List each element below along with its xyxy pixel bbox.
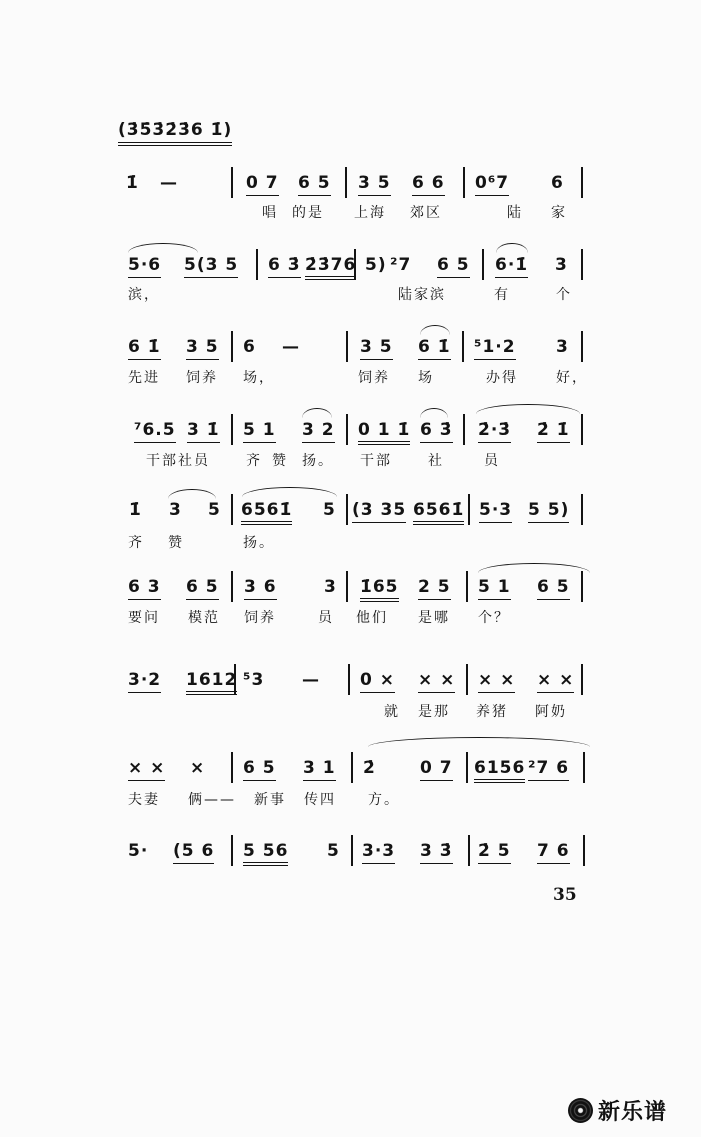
score-line-6	[0, 576, 701, 606]
lyric: 他们	[356, 610, 388, 626]
note-group: 3	[556, 337, 569, 357]
barline	[466, 571, 468, 602]
note-group: 3 1	[303, 757, 336, 781]
barline	[348, 664, 350, 695]
barline	[346, 414, 348, 445]
note-group: 6	[243, 337, 256, 357]
note-group: ⁷6.5	[134, 419, 176, 443]
note-group: × ×	[537, 669, 574, 693]
lyric: 社	[428, 453, 444, 469]
lyric: 上海	[354, 205, 386, 221]
note-group: 5	[327, 841, 340, 861]
note-group: 6 5	[437, 254, 470, 278]
note-group: 0 7	[246, 172, 279, 196]
score-line-4	[0, 419, 701, 449]
note-group: 3 1̇	[187, 419, 220, 443]
note-group: 3	[169, 500, 182, 520]
slur	[368, 737, 590, 747]
lyric: 是那	[418, 704, 450, 720]
lyric: 饲养	[186, 370, 218, 386]
lyric: 要问	[128, 610, 160, 626]
barline	[581, 167, 583, 198]
note-group: 6 3	[128, 576, 161, 600]
note-group: 6 6	[412, 172, 445, 196]
lyric: 饲养	[358, 370, 390, 386]
note-group: 2̇	[363, 758, 376, 778]
note-group: 1612	[186, 669, 237, 695]
score-line-7	[0, 669, 701, 699]
note-group: 5·3	[479, 499, 512, 523]
barline	[351, 752, 353, 783]
slur	[478, 563, 590, 573]
note-group: × ×	[128, 757, 165, 781]
lyrics-line-5	[0, 534, 701, 554]
score-line-3	[0, 336, 701, 366]
barline	[581, 571, 583, 602]
note-group: 1̇65	[360, 576, 399, 602]
slur	[168, 489, 216, 499]
lyric: 齐	[128, 535, 144, 551]
lyric: 夫妻	[128, 792, 160, 808]
note-group: 5·6	[128, 254, 161, 278]
slur	[128, 243, 198, 253]
lyric: 方。	[368, 792, 400, 808]
note-group: —	[160, 173, 178, 193]
note-group: —	[302, 670, 320, 690]
barline	[345, 167, 347, 198]
lyric: 俩——	[188, 792, 236, 808]
barline	[482, 249, 484, 280]
slur	[476, 404, 580, 414]
lyric: 阿奶	[535, 704, 567, 720]
note-group: 5·	[128, 841, 149, 861]
note-group: 2̇·3̇	[478, 419, 511, 443]
barline	[463, 167, 465, 198]
barline	[231, 752, 233, 783]
barline	[462, 331, 464, 362]
barline	[231, 167, 233, 198]
lyric: 个	[556, 287, 572, 303]
lyrics-line-7	[0, 703, 701, 723]
note-group: 5 56	[243, 840, 288, 866]
lyric: 家	[551, 205, 567, 221]
logo-text: 新乐谱	[598, 1099, 668, 1125]
barline	[463, 414, 465, 445]
barline	[346, 331, 348, 362]
note-group: 2 5	[418, 576, 451, 600]
slur	[420, 408, 448, 418]
watermark-logo	[568, 1095, 667, 1125]
slur	[420, 325, 450, 335]
barline	[468, 835, 470, 866]
lyrics-line-1	[0, 204, 701, 224]
note-group: 6	[551, 173, 564, 193]
lyric: 场，	[243, 370, 275, 386]
lyric: 好，	[556, 370, 588, 386]
note-group: 3	[324, 577, 337, 597]
note-group: 6·1̇	[495, 254, 528, 278]
lyric: 干部	[360, 453, 392, 469]
barline	[256, 249, 258, 280]
barline	[583, 752, 585, 783]
note-group: 6561̇	[241, 499, 292, 525]
lyric: 的是	[292, 205, 324, 221]
note-group: —	[282, 337, 300, 357]
page-number: 35	[553, 885, 577, 905]
note-group: 5 5)	[528, 499, 569, 523]
lyric: 先进	[128, 370, 160, 386]
note-group: × ×	[418, 669, 455, 693]
note-group: ⁵3	[243, 670, 265, 690]
lyrics-line-3	[0, 369, 701, 389]
barline	[231, 835, 233, 866]
barline	[468, 494, 470, 525]
note-group: 1̇	[126, 173, 139, 193]
note-group: 5 1	[478, 576, 511, 600]
lyric: 传四	[304, 792, 336, 808]
lyrics-line-2	[0, 286, 701, 306]
note-group: (5 6	[173, 840, 214, 864]
note-group: 6 3̇	[268, 254, 301, 278]
lyric: 扬。	[243, 535, 275, 551]
note-group: 0 ×	[360, 669, 395, 693]
lyric: 员	[484, 453, 500, 469]
lyric: 个？	[478, 610, 510, 626]
lyric: 唱	[262, 205, 278, 221]
barline	[231, 331, 233, 362]
barline	[581, 331, 583, 362]
note-group: ×	[190, 758, 206, 778]
note-group: 7 6	[537, 840, 570, 864]
lyric: 办得	[486, 370, 518, 386]
note-group: 3 5	[360, 336, 393, 360]
barline	[581, 494, 583, 525]
score-line-5	[0, 499, 701, 529]
note-group: 6156	[474, 757, 525, 783]
barline	[234, 664, 236, 695]
note-group: 1̇	[129, 500, 142, 520]
note-group: 3 5	[358, 172, 391, 196]
note-group: 2̇ 5	[478, 840, 511, 864]
lyric: 有	[494, 287, 510, 303]
note-group: 5(3 5	[184, 254, 238, 278]
note-group: 3 5	[186, 336, 219, 360]
lyric: 员	[318, 610, 334, 626]
note-group: 2̇ 1̇	[537, 419, 570, 443]
lyric: 模范	[188, 610, 220, 626]
barline	[581, 414, 583, 445]
note-group: 6 3̇	[420, 419, 453, 443]
lyric: 新事	[254, 792, 286, 808]
intro-phrase: (3̇5̇3̇2̇3̇6 1̇)	[118, 119, 232, 146]
barline	[231, 414, 233, 445]
note-group: 3 6	[244, 576, 277, 600]
note-group: 6 1̇	[128, 336, 161, 360]
slur	[302, 408, 332, 418]
lyric: 赞	[272, 453, 288, 469]
note-group: 0⁶7	[475, 172, 509, 196]
slur	[496, 243, 528, 253]
lyrics-line-6	[0, 609, 701, 629]
note-group: 6 5	[298, 172, 331, 196]
lyrics-line-8	[0, 791, 701, 811]
lyric: 就	[384, 704, 400, 720]
lyric: 齐	[246, 453, 262, 469]
barline	[346, 494, 348, 525]
note-group: 6561̇	[413, 499, 464, 525]
lyric: 场	[418, 370, 434, 386]
note-group: 6 1̇	[418, 336, 451, 360]
barline	[583, 835, 585, 866]
barline	[231, 494, 233, 525]
barline	[231, 571, 233, 602]
note-group: 3	[555, 255, 568, 275]
barline	[581, 664, 583, 695]
note-group: 3·3	[362, 840, 395, 864]
note-group: (3 35	[352, 499, 406, 523]
note-group: 0 1 1̇	[358, 419, 410, 445]
note-group: 5	[323, 500, 336, 520]
lyric: 是哪	[418, 610, 450, 626]
note-group: 3 3̇	[420, 840, 453, 864]
barline	[466, 752, 468, 783]
note-group: 6 5	[243, 757, 276, 781]
barline	[354, 249, 356, 280]
note-group: 6 5	[186, 576, 219, 600]
lyric: 养猪	[476, 704, 508, 720]
lyric: 干部社员	[146, 453, 210, 469]
lyric: 赞	[168, 535, 184, 551]
note-group: 2̇3̇76	[305, 254, 356, 280]
note-group: ²7	[390, 255, 412, 275]
lyric: 饲养	[244, 610, 276, 626]
note-group: ⁵1·2	[474, 336, 516, 360]
score-line-8	[0, 757, 701, 787]
lyric: 滨，	[128, 287, 160, 303]
score-line-2	[0, 254, 701, 284]
vinyl-record-icon	[568, 1098, 593, 1123]
note-group: 0 7	[420, 757, 453, 781]
note-group: 3 2	[302, 419, 335, 443]
barline	[581, 249, 583, 280]
lyrics-line-4	[0, 452, 701, 472]
note-group: 5	[208, 500, 221, 520]
lyric: 陆	[507, 205, 523, 221]
lyric: 陆家滨	[398, 287, 446, 303]
lyric: 扬。	[302, 453, 334, 469]
slur	[242, 487, 337, 497]
note-group: 3·2	[128, 669, 161, 693]
note-group: 6 5	[537, 576, 570, 600]
barline	[346, 571, 348, 602]
score-line-1	[0, 172, 701, 202]
barline	[466, 664, 468, 695]
note-group: 5)	[365, 255, 387, 275]
note-group: × ×	[478, 669, 515, 693]
note-group: 5 1	[243, 419, 276, 443]
lyric: 郊区	[410, 205, 442, 221]
score-line-9	[0, 840, 701, 870]
note-group: ²7 6	[528, 757, 569, 781]
barline	[351, 835, 353, 866]
